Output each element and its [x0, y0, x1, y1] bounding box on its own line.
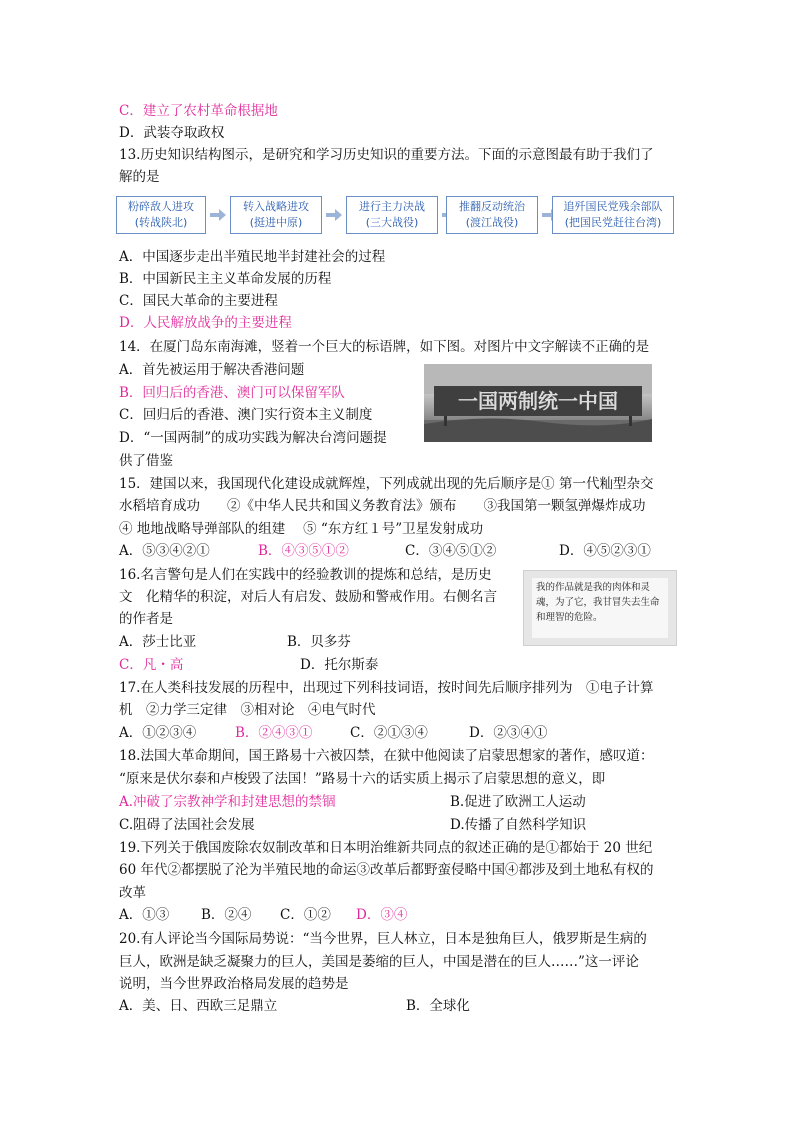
billboard-photo: [424, 364, 652, 442]
q15-stem-line2: 水稻培育成功 ②《中华人民共和国义务教育法》颁布 ③我国第一颗氢弹爆炸成功: [119, 498, 646, 514]
q18-option-a: A.冲破了宗教神学和封建思想的禁锢: [119, 794, 336, 810]
q19-stem-line3: 改革: [119, 885, 146, 901]
q16-stem-line3: 的作者是: [119, 611, 173, 627]
flow-step-5: [552, 196, 674, 234]
q16-option-c: C．凡・高: [119, 657, 184, 673]
q15-option-d: D．④⑤②③①: [559, 543, 651, 559]
q15-option-b: B．④③⑤①②: [258, 543, 349, 559]
flow-step-2: [230, 196, 322, 234]
flow-step-5-title: 追歼国民党残余部队: [563, 200, 663, 213]
q13-option-a: A．中国逐步走出半殖民地半封建社会的过程: [119, 249, 386, 265]
q13-option-d: D．人民解放战争的主要进程: [119, 315, 292, 331]
q15-stem-line3: ④ 地地战略导弹部队的组建 ⑤ “东方红１号”卫星发射成功: [119, 521, 484, 537]
q19-stem-line1: 19.下列关于俄国废除农奴制改革和日本明治维新共同点的叙述正确的是①都始于 20 世纪: [119, 840, 653, 856]
flow-step-1-title: 粉碎敌人进攻: [128, 200, 194, 213]
flow-diagram: [116, 196, 674, 236]
q19-option-d: D．③④: [356, 907, 408, 923]
flow-step-3-title: 进行主力决战: [359, 200, 425, 213]
q17-option-d: D．②③④①: [469, 725, 548, 741]
q19-stem-line2: 60 年代②都摆脱了沦为半殖民地的命运③改革后都野蛮侵略中国④都涉及到土地私有权的: [119, 862, 654, 878]
q14-stem: 14．在厦门岛东南海滩，竖着一个巨大的标语牌，如下图。对图片中文字解读不正确的是: [119, 339, 650, 355]
flow-step-1-detail: (转战陕北): [134, 216, 188, 229]
q15-stem-line1: 15．建国以来，我国现代化建设成就辉煌，下列成就出现的先后顺序是① 第一代籼型杂交: [119, 476, 654, 492]
q14-option-a: A．首先被运用于解决香港问题: [119, 362, 305, 378]
billboard-image: [424, 364, 652, 442]
q16-stem-line1: 16.名言警句是人们在实践中的经验教训的提炼和总结，是历史: [119, 567, 492, 583]
q17-option-a: A．①②③④: [119, 725, 197, 741]
quote-text: 我的作品就是我的肉体和灵魂，为了它，我甘冒失去生命和理智的危险。: [532, 578, 668, 638]
q18-option-d: D.传播了自然科学知识: [450, 817, 587, 833]
q13-option-c: C．国民大革命的主要进程: [119, 293, 278, 309]
billboard-sign-text: 一国两制统一中国: [458, 389, 618, 413]
q19-option-b: B．②④: [201, 907, 252, 923]
q17-stem-line1: 17.在人类科技发展的历程中，出现过下列科技词语，按时间先后顺序排列为 ①电子计算: [119, 680, 654, 696]
q12-option-d: D．武装夺取政权: [119, 125, 225, 141]
flow-step-3: [346, 196, 438, 234]
flow-step-1: [116, 196, 206, 234]
q16-option-a: A．莎士比亚: [119, 634, 197, 650]
flow-step-4-detail: (渡江战役): [465, 216, 519, 229]
q18-option-b: B.促进了欧洲工人运动: [450, 794, 586, 810]
q17-option-c: C．②①③④: [350, 725, 428, 741]
flow-step-3-detail: (三大战役): [365, 216, 419, 229]
q13-stem-line2: 解的是: [119, 169, 160, 185]
q17-stem-line2: 机 ②力学三定律 ③相对论 ④电气时代: [119, 702, 376, 718]
arrow-right-icon: [326, 208, 342, 222]
q13-stem-line1: 13.历史知识结构图示，是研究和学习历史知识的重要方法。下面的示意图最有助于我们了: [119, 147, 654, 163]
q19-option-a: A．①③: [119, 907, 170, 923]
q16-option-d: D．托尔斯泰: [300, 657, 379, 673]
flow-step-4-title: 推翻反动统治: [459, 200, 525, 213]
q18-option-c: C.阻碍了法国社会发展: [119, 817, 255, 833]
q17-option-b: B．②④③①: [235, 725, 313, 741]
q15-option-a: A．⑤③④②①: [119, 543, 210, 559]
flow-step-2-title: 转入战略进攻: [243, 200, 309, 213]
q20-stem-line3: 说明，当今世界政治格局发展的趋势是: [119, 976, 349, 992]
q14-option-c: C．回归后的香港、澳门实行资本主义制度: [119, 407, 373, 423]
q20-option-b: B．全球化: [406, 998, 470, 1014]
q12-option-c: C．建立了农村革命根据地: [119, 103, 278, 119]
q20-stem-line2: 巨人，欧洲是缺乏凝聚力的巨人，美国是萎缩的巨人，中国是潜在的巨人……”这一评论: [119, 954, 639, 970]
flow-step-5-detail: (把国民党赶往台湾): [564, 216, 662, 229]
q14-option-d-line2: 供了借鉴: [119, 453, 173, 469]
q18-stem-line2: “原来是伏尔泰和卢梭毁了法国！”路易十六的话实质上揭示了启蒙思想的意义，即: [119, 771, 606, 787]
q20-option-a: A．美、日、西欧三足鼎立: [119, 998, 278, 1014]
arrow-right-icon: [210, 208, 226, 222]
q18-stem-line1: 18.法国大革命期间，国王路易十六被囚禁，在狱中他阅读了启蒙思想家的著作，感叹道：: [119, 748, 654, 764]
q15-option-c: C．③④⑤①②: [405, 543, 497, 559]
q19-option-c: C．①②: [280, 907, 331, 923]
q16-stem-line2: 文 化精华的积淀，对后人有启发、鼓励和警戒作用。右侧名言: [119, 589, 497, 605]
q14-option-d-line1: D．“一国两制”的成功实践为解决台湾问题提: [119, 430, 387, 446]
quote-image: [523, 570, 677, 646]
q14-option-b: B．回归后的香港、澳门可以保留军队: [119, 385, 345, 401]
q16-option-b: B．贝多芬: [287, 634, 351, 650]
q20-stem-line1: 20.有人评论当今国际局势说：“当今世界，巨人林立，日本是独角巨人，俄罗斯是生病的: [119, 931, 647, 947]
flow-step-2-detail: (挺进中原): [249, 216, 303, 229]
q13-option-b: B．中国新民主主义革命发展的历程: [119, 271, 332, 287]
flow-step-4: [446, 196, 538, 234]
